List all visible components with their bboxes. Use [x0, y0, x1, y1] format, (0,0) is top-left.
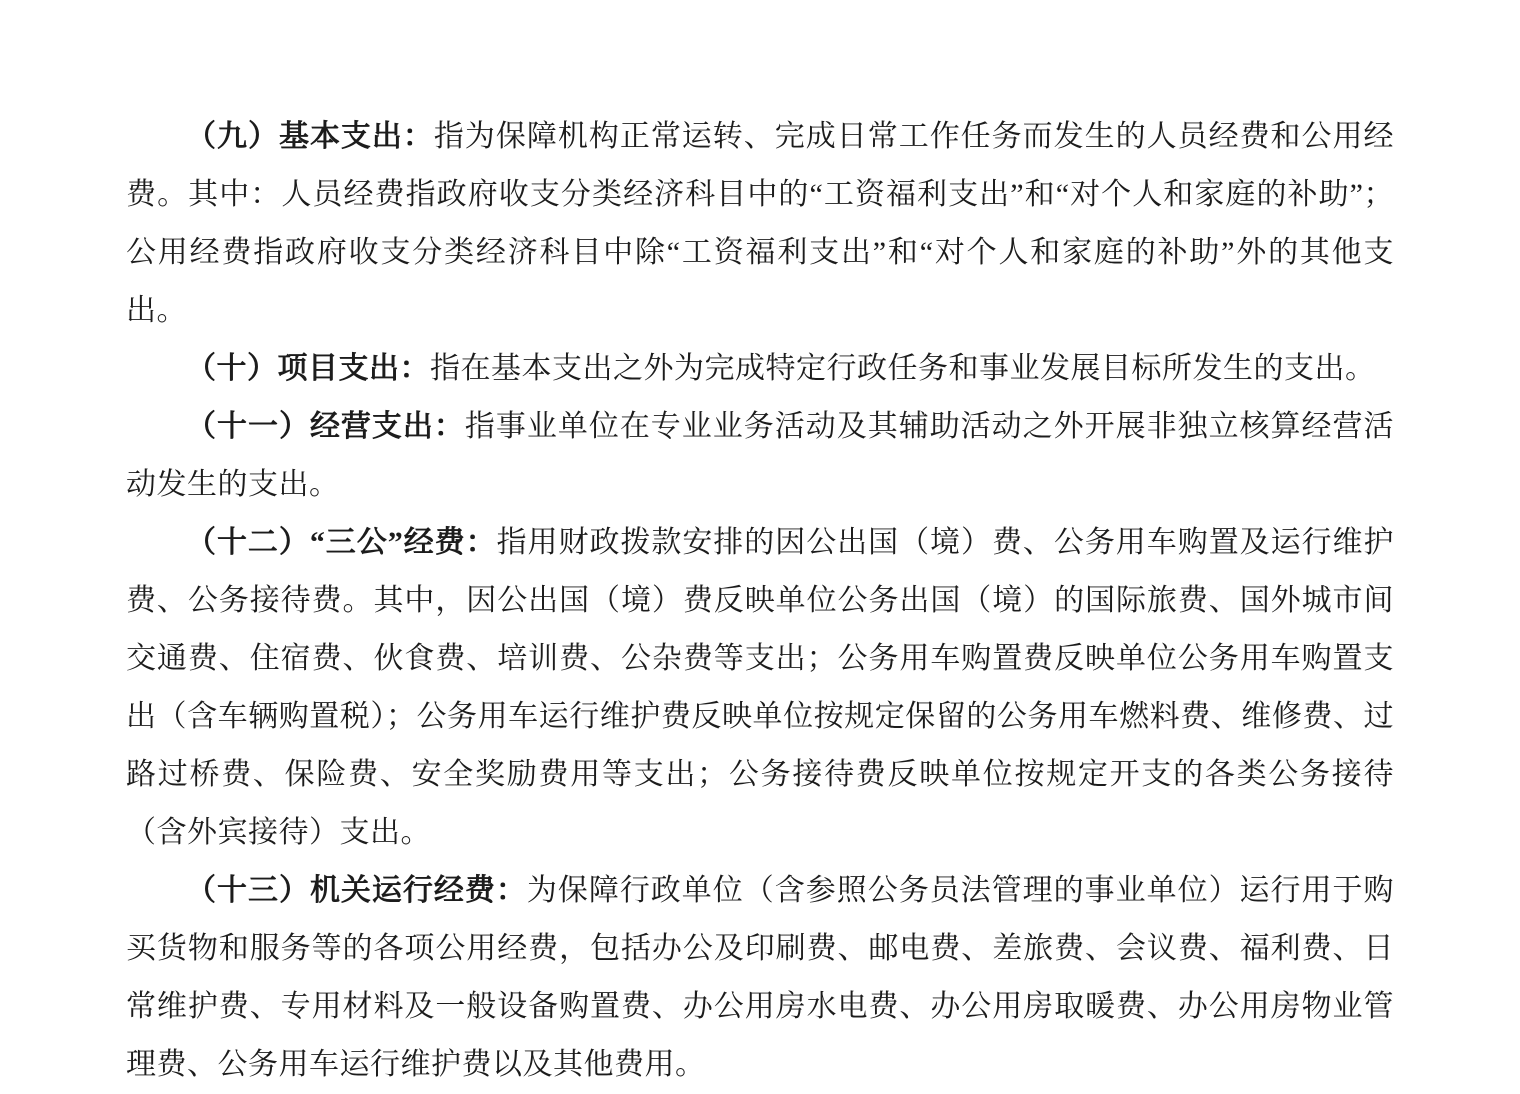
paragraph-label: （十三）机关运行经费： — [186, 874, 527, 907]
paragraph-label: （九）基本支出： — [186, 120, 434, 153]
paragraph-project-expenditure — [126, 340, 1394, 398]
paragraph-text: 指为保障机构正常运转、完成日常工作任务而发生的人员经费和公用经费。其中：人员经费指政府收支分类经济科目中的“工资福利支出”和“对个人和家庭的补助”；公用经费指政府收支分类经济科目中除“工资福利支出”和“对个人和家庭的补助”外的其他支出。 — [126, 120, 1395, 327]
paragraph-three-public-funds — [126, 514, 1394, 862]
paragraph-text: 为保障行政单位（含参照公务员法管理的事业单位）运行用于购买货物和服务等的各项公用经费，包括办公及印刷费、邮电费、差旅费、会议费、福利费、日常维护费、专用材料及一般设备购置费、办公用房水电费、办公用房取暖费、办公用房物业管理费、公务用车运行维护费以及其他费用。 — [126, 874, 1395, 1081]
paragraph-agency-operating-funds — [126, 862, 1394, 1094]
paragraph-label: （十）项目支出： — [186, 352, 430, 385]
paragraph-label: （十二）“三公”经费： — [186, 526, 497, 559]
paragraph-text: 指用财政拨款安排的因公出国（境）费、公务用车购置及运行维护费、公务接待费。其中，因公出国（境）费反映单位公务出国（境）的国际旅费、国外城市间交通费、住宿费、伙食费、培训费、公杂费等支出；公务用车购置费反映单位公务用车购置支出（含车辆购置税）；公务用车运行维护费反映单位按规定保留的公务用车燃料费、维修费、过路过桥费、保险费、安全奖励费用等支出；公务接待费反映单位按规定开支的各类公务接待（含外宾接待）支出。 — [126, 526, 1395, 849]
paragraph-basic-expenditure — [126, 108, 1394, 340]
paragraph-label: （十一）经营支出： — [186, 410, 465, 443]
paragraph-operating-expenditure — [126, 398, 1394, 514]
paragraph-text: 指在基本支出之外为完成特定行政任务和事业发展目标所发生的支出。 — [430, 352, 1376, 385]
paragraph-text: 指事业单位在专业业务活动及其辅助活动之外开展非独立核算经营活动发生的支出。 — [126, 410, 1395, 501]
